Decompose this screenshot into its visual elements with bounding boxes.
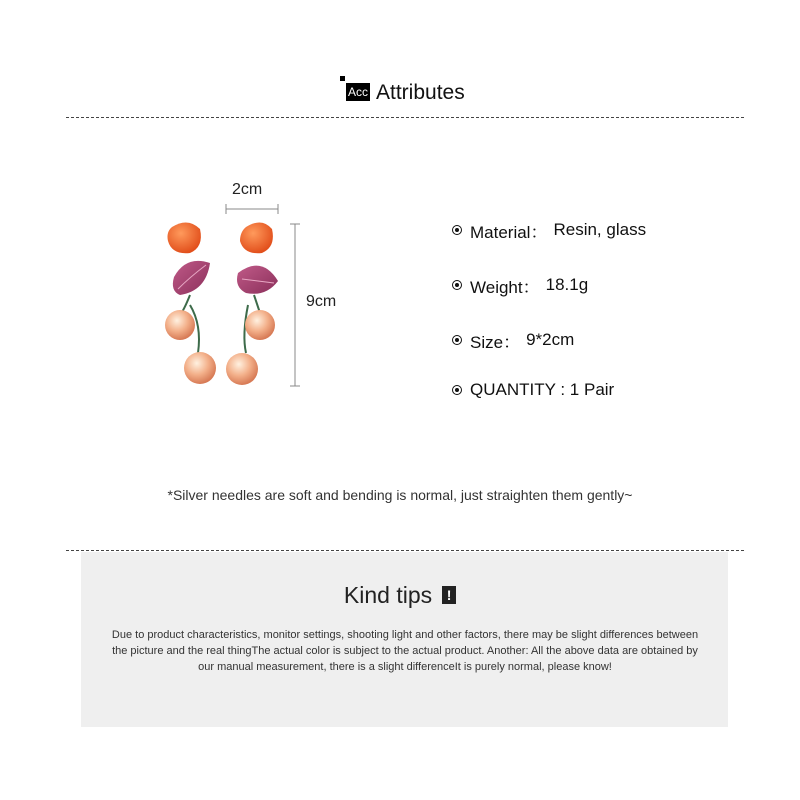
spec-label: Size： (470, 332, 521, 352)
bullet-icon (452, 385, 462, 395)
spec-value: 9*2cm (526, 330, 575, 349)
height-dimension-marker (290, 224, 300, 386)
page-title: Attributes (376, 81, 465, 104)
spec-value: Resin, glass (553, 220, 647, 239)
exclamation-icon: ! (442, 586, 456, 604)
width-dimension-marker (226, 204, 278, 214)
spec-material (452, 218, 646, 242)
height-dimension-label: 9cm (306, 293, 337, 310)
spec-weight (452, 273, 588, 297)
care-note: *Silver needles are soft and bending is normal, just straighten them gently~ (167, 487, 633, 503)
header-badge: Acc (348, 85, 369, 99)
spec-label: Weight： (470, 277, 540, 297)
kind-tips-title: Kind tips (343, 582, 433, 608)
divider-middle (66, 550, 744, 551)
spec-quantity (452, 378, 614, 402)
spec-size (452, 328, 574, 352)
earring-right (226, 222, 278, 385)
spec-label: QUANTITY : 1 Pair (470, 380, 615, 399)
header-marker (340, 76, 345, 81)
bullet-icon (452, 280, 462, 290)
bullet-icon (452, 225, 462, 235)
kind-tips-body: Due to product characteristics, monitor settings, shooting light and other factors, there may be slight differences between the picture and the real thingThe actual color is subject to the actual product. Another: All the above data are obtained by our manual measurement, there is a slight differenceIt is purely normal, please know! (111, 629, 699, 673)
spec-label: Material： (470, 222, 548, 242)
kind-tips-heading (0, 580, 800, 610)
earring-illustration (150, 195, 320, 400)
bullet-icon (452, 335, 462, 345)
spec-value: 18.1g (545, 275, 589, 294)
width-dimension-label: 2cm (232, 181, 263, 198)
divider-top (66, 117, 744, 118)
earring-left (165, 222, 216, 384)
